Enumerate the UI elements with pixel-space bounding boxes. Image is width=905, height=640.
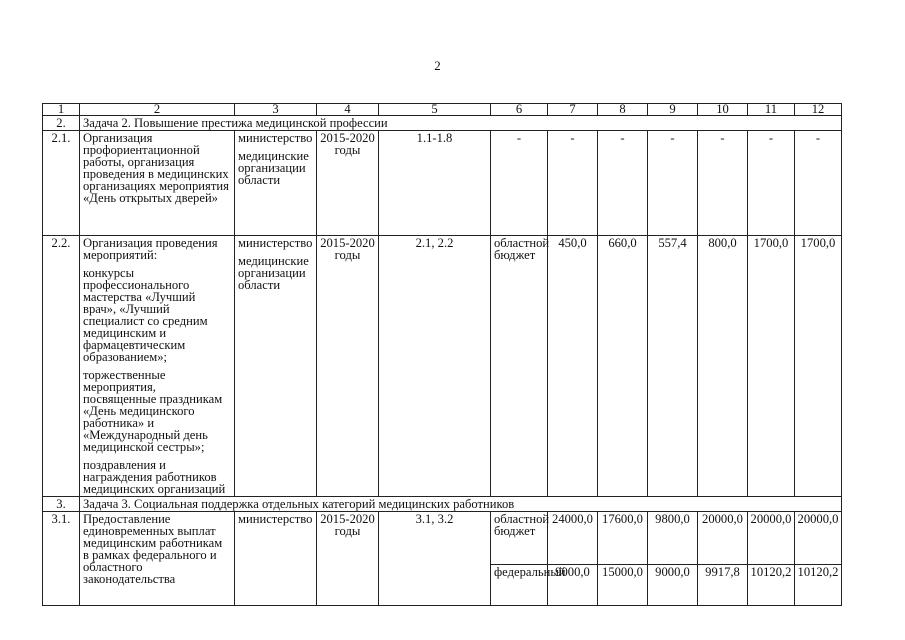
header-cell: 3 (235, 104, 317, 116)
value-cell: - (598, 131, 648, 236)
value-cell: 1700,0 (795, 236, 842, 497)
task-title: Задача 2. Повышение престижа медицинской профессии (80, 116, 842, 131)
event-paragraph: конкурсы профессионального мастерства «Лучший врач», «Лучший специалист со средним медицинским и фармацевтическим образованием»; (83, 266, 208, 364)
indicators: 1.1-1.8 (379, 131, 491, 236)
value-cell: 20000,0 (698, 512, 748, 565)
executor-line: министерство (238, 236, 313, 250)
header-cell: 1 (43, 104, 80, 116)
event-name: Предоставление единовременных выплат медицинским работникам в рамках федерального и областного законодательства (80, 512, 235, 606)
row-number: 2.2. (43, 236, 80, 497)
event-paragraph: Организация проведения мероприятий: (83, 236, 218, 262)
row-number: 2.1. (43, 131, 80, 236)
table-row (43, 512, 842, 565)
term: 2015-2020 годы (317, 236, 379, 497)
value-cell: 15000,0 (598, 565, 648, 606)
executor (235, 236, 317, 497)
task-number: 2. (43, 116, 80, 131)
header-cell: 6 (491, 104, 548, 116)
value-cell: 660,0 (598, 236, 648, 497)
executor: министерство (235, 512, 317, 606)
value-cell: - (748, 131, 795, 236)
task-row (43, 497, 842, 512)
value-cell: - (698, 131, 748, 236)
row-number: 3.1. (43, 512, 80, 606)
program-table (42, 103, 842, 606)
header-cell: 11 (748, 104, 795, 116)
executor (235, 131, 317, 236)
value-cell: - (648, 131, 698, 236)
header-cell: 2 (80, 104, 235, 116)
event-paragraph: поздравления и награждения работников медицинских организаций (83, 458, 226, 496)
executor-line: медицинские организации области (238, 254, 309, 292)
value-cell: 24000,0 (548, 512, 598, 565)
task-number: 3. (43, 497, 80, 512)
value-cell: 9917,8 (698, 565, 748, 606)
header-cell: 12 (795, 104, 842, 116)
term: 2015-2020 годы (317, 131, 379, 236)
value-cell: 17600,0 (598, 512, 648, 565)
event-name: Организация профориентационной работы, организация проведения в медицинских организациях мероприятия «День открытых дверей» (80, 131, 235, 236)
header-cell: 4 (317, 104, 379, 116)
executor-line: медицинские организации области (238, 149, 309, 187)
funding-source: - (491, 131, 548, 236)
value-cell: 10120,2 (795, 565, 842, 606)
value-cell: 10120,2 (748, 565, 795, 606)
task-title: Задача 3. Социальная поддержка отдельных категорий медицинских работников (80, 497, 842, 512)
value-cell: 450,0 (548, 236, 598, 497)
value-cell: 1700,0 (748, 236, 795, 497)
page-number: 2 (434, 58, 441, 73)
funding-source: федеральный (491, 565, 548, 606)
indicators: 2.1, 2.2 (379, 236, 491, 497)
task-row (43, 116, 842, 131)
value-cell: 9000,0 (648, 565, 698, 606)
funding-source: областной бюджет (491, 236, 548, 497)
header-row (43, 104, 842, 116)
value-cell: - (795, 131, 842, 236)
header-cell: 7 (548, 104, 598, 116)
value-cell: 20000,0 (795, 512, 842, 565)
indicators: 3.1, 3.2 (379, 512, 491, 606)
value-cell: - (548, 131, 598, 236)
value-cell: 20000,0 (748, 512, 795, 565)
event-name (80, 236, 235, 497)
term: 2015-2020 годы (317, 512, 379, 606)
header-cell: 5 (379, 104, 491, 116)
header-cell: 10 (698, 104, 748, 116)
executor-line: министерство (238, 131, 313, 145)
table-row (43, 131, 842, 236)
value-cell: 9800,0 (648, 512, 698, 565)
header-cell: 8 (598, 104, 648, 116)
value-cell: 557,4 (648, 236, 698, 497)
event-paragraph: торжественные мероприятия, посвященные праздникам «День медицинского работника» и «Международный день медицинской сестры»; (83, 368, 223, 454)
value-cell: 800,0 (698, 236, 748, 497)
funding-source: областной бюджет (491, 512, 548, 565)
table-row (43, 236, 842, 497)
value-cell: 9000,0 (548, 565, 598, 606)
header-cell: 9 (648, 104, 698, 116)
